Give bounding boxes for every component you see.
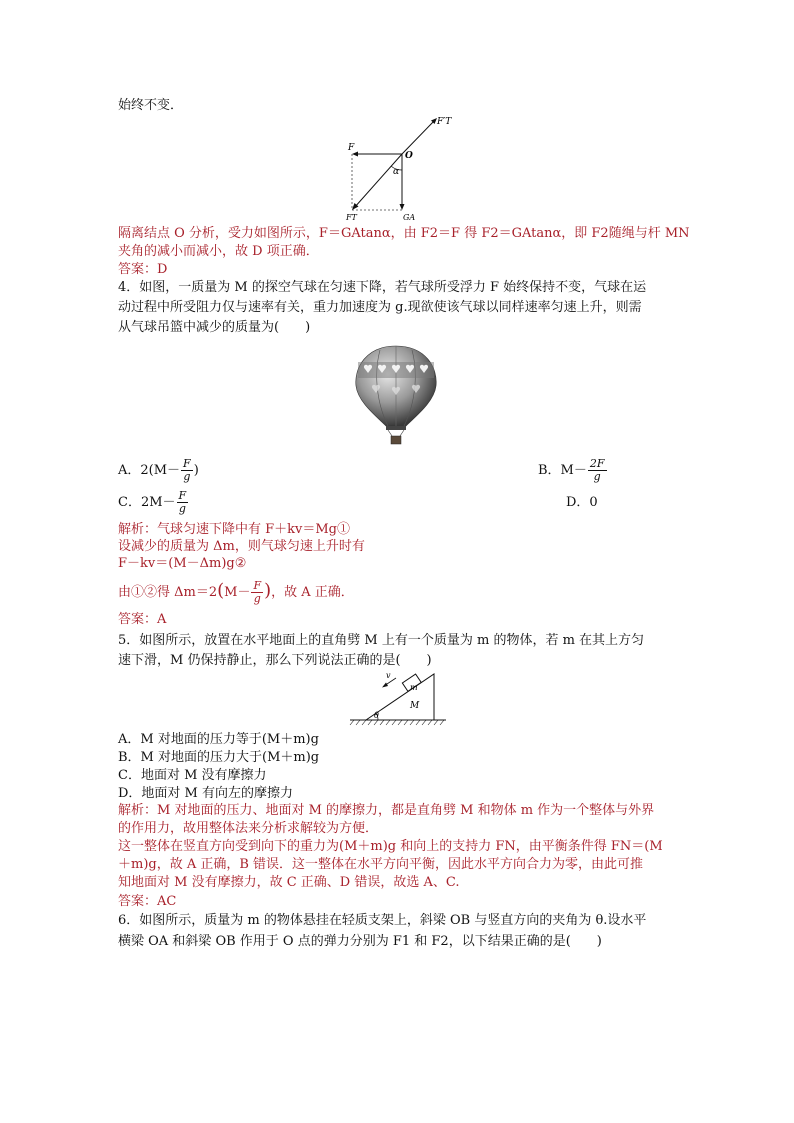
label-theta: θ bbox=[374, 711, 379, 720]
answer-q3: 答案：D bbox=[118, 262, 168, 277]
wedge-figure bbox=[348, 668, 448, 728]
q5-option-b: B．M 对地面的压力大于(M＋m)g bbox=[118, 750, 320, 765]
q6-line1: 6．如图所示，质量为 m 的物体悬挂在轻质支架上，斜梁 OB 与竖直方向的夹角为 θ.设水平 bbox=[118, 913, 647, 928]
label-alpha: α bbox=[393, 167, 400, 177]
force-diagram-figure bbox=[340, 112, 460, 224]
analysis-q5-line1: 解析：M 对地面的压力、地面对 M 的摩擦力，都是直角劈 M 和物体 m 作为一个整体与外界 bbox=[118, 803, 655, 818]
analysis-q5-line4: ＋m)g，故 A 正确，B 错误．这一整体在水平方向平衡，因此水平方向合力为零，由此可推 bbox=[118, 857, 644, 872]
q4-option-d: D．0 bbox=[566, 495, 598, 510]
label-small-m: m bbox=[410, 683, 418, 692]
q5-option-d: D．地面对 M 有向左的摩擦力 bbox=[118, 786, 293, 801]
analysis-q5-line5: 知地面对 M 没有摩擦力，故 C 正确、D 错误，故选 A、C. bbox=[118, 875, 460, 890]
q4-option-a: A．2(M－ $\frac{F}{g}$ ) bbox=[118, 457, 199, 483]
analysis-q5-line2: 的作用力，故用整体法来分析求解较为方便． bbox=[118, 821, 379, 836]
analysis-q3-line2: 夹角的减小而减小，故 D 项正确． bbox=[118, 244, 319, 259]
analysis-q4-line2: 设减少的质量为 Δm，则气球匀速上升时有 bbox=[118, 539, 365, 554]
analysis-q5-line3: 这一整体在竖直方向受到向下的重力为(M＋m)g 和向上的支持力 FN，由平衡条件得 FN＝(M bbox=[118, 839, 663, 854]
analysis-q4-line1: 解析：气球匀速下降中有 F＋kv＝Mg① bbox=[118, 522, 351, 537]
answer-q5: 答案：AC bbox=[118, 894, 177, 909]
label-big-m: M bbox=[410, 701, 420, 711]
q5-line2: 速下滑，M 仍保持静止，那么下列说法正确的是( ) bbox=[118, 653, 432, 668]
analysis-q4-line4: 由①②得 Δm＝2(M－ $\frac{F}{g}$ )，故 A 正确． bbox=[118, 579, 354, 605]
label-ft: FT bbox=[346, 213, 357, 222]
q5-option-a: A．M 对地面的压力等于(M＋m)g bbox=[118, 732, 319, 747]
analysis-q4-line3: F－kv＝(M－Δm)g② bbox=[118, 556, 247, 571]
label-ft-prime: F′T bbox=[437, 117, 452, 127]
q4-line1: 4．如图，一质量为 M 的探空气球在匀速下降，若气球所受浮力 F 始终保持不变，气球在运 bbox=[118, 280, 647, 295]
q4-option-c: C．2M－ $\frac{F}{g}$ bbox=[118, 489, 187, 515]
q5-option-c: C．地面对 M 没有摩擦力 bbox=[118, 768, 267, 783]
label-o: O bbox=[405, 151, 413, 161]
analysis-q3-line1: 隔离结点 O 分析，受力如图所示，F＝GAtanα，由 F2＝F 得 F2＝GAtanα，即 F2随绳与杆 MN bbox=[118, 226, 690, 241]
intro-line: 始终不变． bbox=[118, 98, 184, 113]
label-ga: GA bbox=[403, 213, 416, 222]
q4-option-b: B．M－ $\frac{2F}{g}$ bbox=[538, 457, 605, 483]
q4-line3: 从气球吊篮中减少的质量为( ) bbox=[118, 320, 311, 335]
answer-q4: 答案：A bbox=[118, 612, 167, 627]
q6-line2: 横梁 OA 和斜梁 OB 作用于 O 点的弹力分别为 F1 和 F2，以下结果正确的是( ) bbox=[118, 934, 602, 949]
q5-line1: 5．如图所示，放置在水平地面上的直角劈 M 上有一个质量为 m 的物体，若 m 在其上方匀 bbox=[118, 633, 645, 648]
label-f: F bbox=[348, 143, 355, 153]
label-v: v bbox=[386, 671, 391, 680]
hot-air-balloon-image bbox=[350, 342, 442, 446]
q4-line2: 动过程中所受阻力仅与速率有关，重力加速度为 g.现欲使该气球以同样速率匀速上升，则需 bbox=[118, 300, 642, 315]
